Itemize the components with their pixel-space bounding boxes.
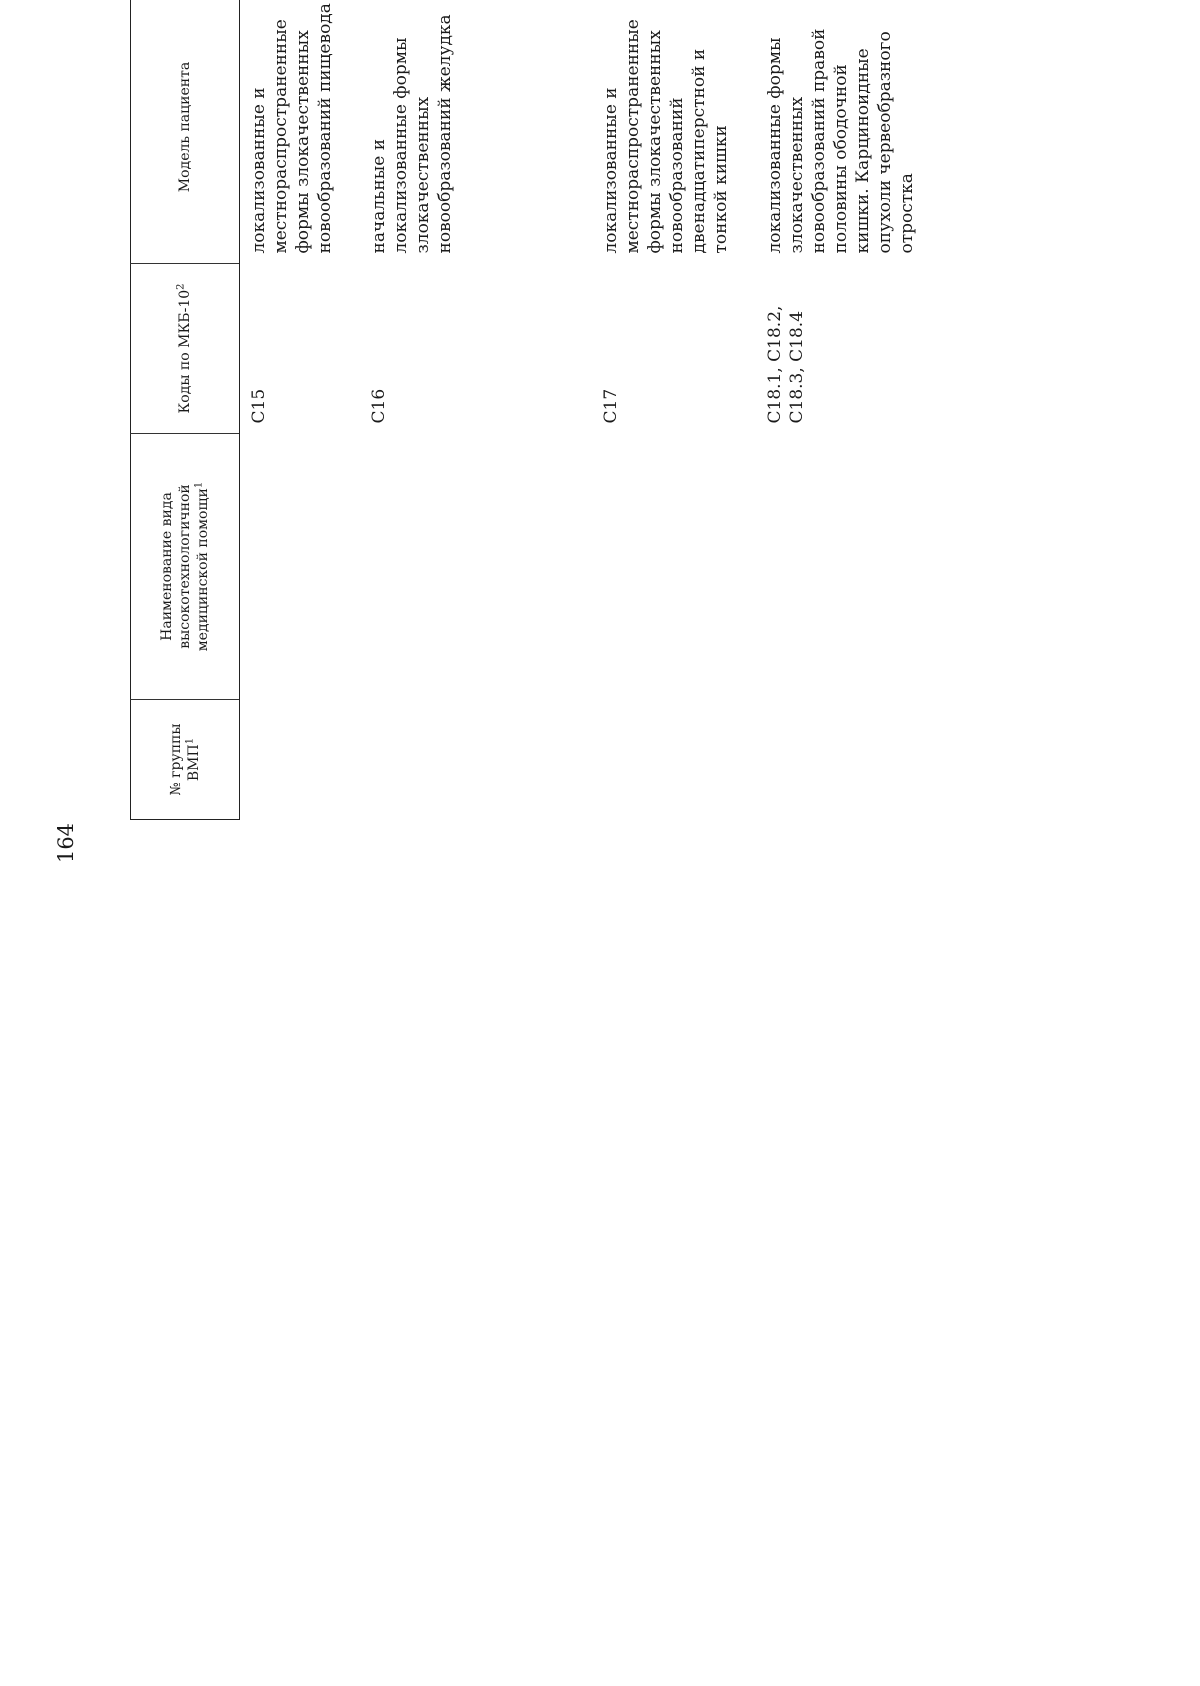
cell-icd-code: C18.1, C18.2, C18.3, C18.4 xyxy=(764,305,807,424)
cell-icd-code: C16 xyxy=(368,388,389,424)
cell-patient-model: начальные и локализованные формы злокачественных новообразований желудка xyxy=(368,14,455,254)
cell-patient-model: локализованные формы злокачественных новообразований правой половины ободочной кишки. Карциноидные опухоли червеобразного отростка xyxy=(764,28,917,254)
vmp-table xyxy=(130,0,918,820)
header-vmp-name: Наименование вида высокотехнологичной медицинской помощи$^1$ xyxy=(131,434,240,700)
header-group-number: № группы ВМП$^1$ xyxy=(131,700,240,820)
cell-icd-code: C17 xyxy=(600,388,621,424)
cell-vmp-name xyxy=(592,434,756,700)
cell-group-number xyxy=(756,700,918,820)
rotated-sheet xyxy=(46,0,1176,820)
table-row xyxy=(756,0,918,820)
table-row xyxy=(360,0,592,820)
header-patient-model: Модель пациента xyxy=(131,0,240,264)
header-icd-codes: Коды по МКБ-$10^2$ xyxy=(131,264,240,434)
cell-vmp-name xyxy=(756,434,918,700)
cell-group-number xyxy=(592,700,756,820)
table-header-row xyxy=(131,0,240,820)
cell-group-number xyxy=(240,700,360,820)
cell-icd-code: C15 xyxy=(249,388,269,424)
cell-vmp-name xyxy=(240,434,360,700)
table-row xyxy=(240,0,360,820)
cell-patient-model: локализованные и местнораспространенные формы злокачественных новообразований двенадцатиперстной и тонкой кишки xyxy=(600,19,731,254)
table-row xyxy=(592,0,756,820)
cell-patient-model: локализованные и местнораспространенные формы злокачественных новообразований пищевода xyxy=(249,3,335,254)
cell-group-number xyxy=(360,700,592,820)
page-number: 164 xyxy=(54,822,78,864)
cell-vmp-name xyxy=(360,434,592,700)
